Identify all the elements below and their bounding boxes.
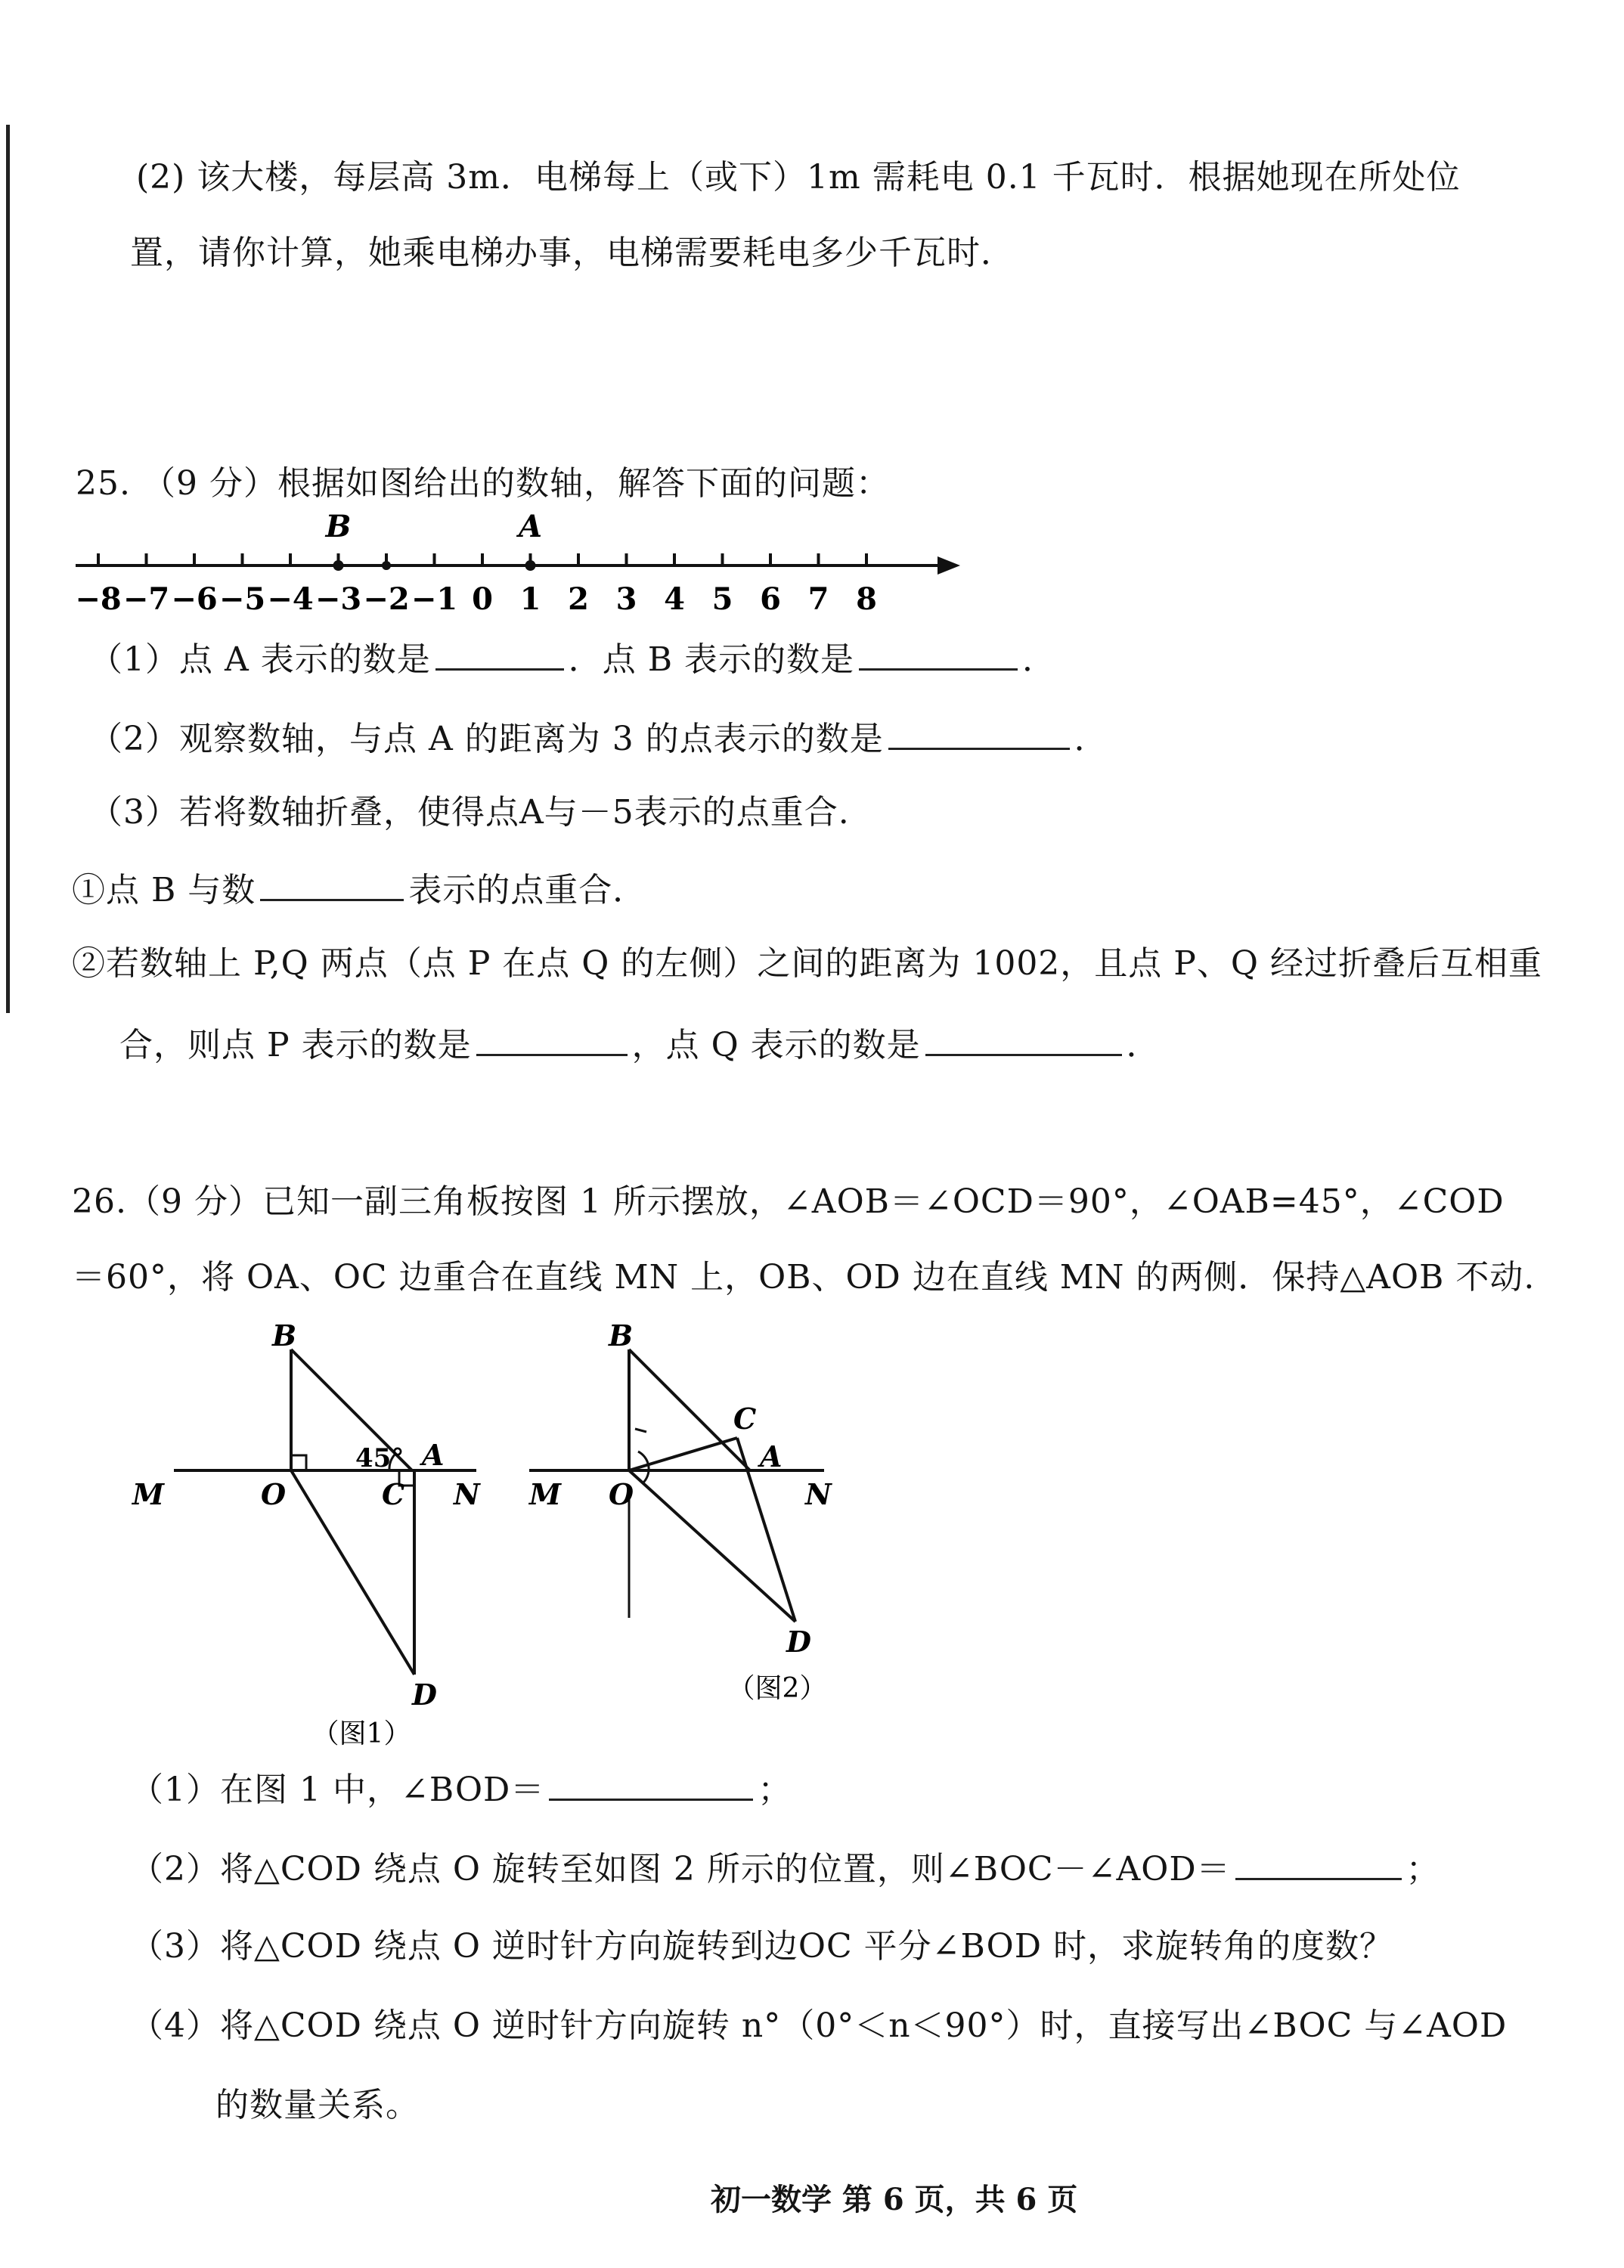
answer-blank-fold-b[interactable] bbox=[260, 866, 404, 901]
q25-part3-sub2-b: ，点 Q 表示的数是 bbox=[631, 1026, 921, 1064]
number-line-tick-label: 5 bbox=[711, 581, 733, 617]
answer-blank-point-b[interactable] bbox=[859, 635, 1018, 671]
q24-part2-line2: 置，请你计算，她乘电梯办事，电梯需要耗电多少千瓦时． bbox=[130, 234, 1015, 272]
q25-part3-sub1 bbox=[72, 866, 646, 913]
number-line-tick-labels bbox=[75, 581, 877, 617]
q25-part2-end: ． bbox=[1074, 720, 1108, 758]
number-line-tick-label: −3 bbox=[315, 581, 362, 617]
fig2-label-o: O bbox=[609, 1477, 634, 1511]
number-line-arrow bbox=[938, 556, 960, 575]
figure-1 bbox=[121, 1315, 514, 1754]
fig1-label-m: M bbox=[132, 1477, 165, 1511]
number-line-tick-label: −2 bbox=[363, 581, 410, 617]
q26-part4-line2: 的数量关系。 bbox=[215, 2086, 420, 2124]
q25-header: 25. （9 分）根据如图给出的数轴，解答下面的问题： bbox=[76, 464, 890, 503]
q26-part1-end: ； bbox=[758, 1771, 792, 1809]
number-line-tick-label: −5 bbox=[218, 581, 266, 617]
number-line-tick-label: 7 bbox=[807, 581, 829, 617]
fig2-segment-oc bbox=[629, 1438, 737, 1470]
q25-part2-text: （2）观察数轴，与点 A 的距离为 3 的点表示的数是 bbox=[89, 720, 884, 758]
point-a-dot bbox=[525, 560, 536, 571]
fig2-label-a: A bbox=[760, 1439, 783, 1473]
number-line-figure bbox=[68, 514, 975, 627]
q26-part4-line1: （4）将△COD 绕点 O 逆时针方向旋转 n°（0°＜n＜90°）时，直接写出∠BOC 与∠AOD bbox=[130, 2006, 1508, 2045]
number-line-tick-label: 3 bbox=[615, 581, 637, 617]
fig1-right-angle-o bbox=[291, 1455, 306, 1470]
fig1-label-b: B bbox=[272, 1318, 297, 1352]
q25-part3-sub2-line2 bbox=[119, 1021, 1161, 1068]
q25-part3-sub2-end: ． bbox=[1126, 1026, 1161, 1064]
number-line-tick-label: −6 bbox=[171, 581, 218, 617]
fig1-label-c: C bbox=[382, 1477, 405, 1511]
fig1-label-a: A bbox=[422, 1438, 445, 1472]
number-line-ticks bbox=[98, 553, 866, 565]
q26-part2-text: （2）将△COD 绕点 O 旋转至如图 2 所示的位置，则∠BOC－∠AOD＝ bbox=[130, 1850, 1231, 1888]
fig1-angle-label: 45° bbox=[355, 1443, 404, 1473]
q26-part1-text: （1）在图 1 中，∠BOD＝ bbox=[130, 1771, 545, 1809]
q25-part1-a-text: （1）点 A 表示的数是 bbox=[89, 640, 431, 679]
number-line-tick-label: 0 bbox=[472, 581, 493, 617]
number-line-tick-label: 2 bbox=[568, 581, 589, 617]
point-b-dot bbox=[333, 560, 344, 571]
point-a-label: A bbox=[518, 514, 543, 544]
fig2-label-m: M bbox=[529, 1477, 562, 1511]
q25-part1 bbox=[89, 635, 1056, 683]
tick-dot bbox=[382, 561, 391, 570]
answer-blank-boc-aod[interactable] bbox=[1235, 1845, 1402, 1880]
q25-part1-b-text: ．点 B 表示的数是 bbox=[568, 640, 855, 679]
q25-part1-end: ． bbox=[1022, 640, 1057, 679]
number-line-tick-label: −4 bbox=[267, 581, 314, 617]
figure-2 bbox=[514, 1315, 877, 1724]
q26-part2-end: ； bbox=[1406, 1850, 1440, 1888]
fig2-caption: （图2） bbox=[727, 1673, 827, 1704]
q26-header-line1: 26.（9 分）已知一副三角板按图 1 所示摆放，∠AOB＝∠OCD＝90°，∠OAB=45°，∠COD bbox=[72, 1182, 1505, 1221]
fig2-label-n: N bbox=[805, 1477, 832, 1511]
fig1-label-n: N bbox=[454, 1477, 480, 1511]
page-footer: 初一数学 第 6 页，共 6 页 bbox=[711, 2182, 1078, 2217]
fig1-label-o: O bbox=[261, 1477, 287, 1511]
number-line-tick-label: 8 bbox=[856, 581, 877, 617]
point-b-label: B bbox=[325, 514, 352, 544]
q24-part2-line1: (2) 该大楼，每层高 3m．电梯每上（或下）1m 需耗电 0.1 千瓦时．根据她现在所处位 bbox=[136, 158, 1461, 197]
number-line-tick-label: 4 bbox=[664, 581, 685, 617]
answer-blank-distance-3[interactable] bbox=[888, 714, 1070, 750]
q25-part3-sub2-line1: ②若数轴上 P,Q 两点（点 P 在点 Q 的左侧）之间的距离为 1002，且点 P、Q 经过折叠后互相重 bbox=[72, 944, 1542, 983]
fig1-label-d: D bbox=[412, 1678, 437, 1712]
q25-part3-sub2-a: 合，则点 P 表示的数是 bbox=[119, 1026, 472, 1064]
q26-part3: （3）将△COD 绕点 O 逆时针方向旋转到边OC 平分∠BOD 时，求旋转角的度数？ bbox=[130, 1927, 1393, 1966]
answer-blank-point-p[interactable] bbox=[476, 1021, 628, 1056]
number-line-tick-label: 1 bbox=[519, 581, 541, 617]
q25-part3-sub1-b: 表示的点重合． bbox=[408, 871, 647, 909]
answer-blank-point-q[interactable] bbox=[925, 1021, 1122, 1056]
fig2-label-c: C bbox=[733, 1402, 757, 1436]
q26-header-line2: ＝60°，将 OA、OC 边重合在直线 MN 上，OB、OD 边在直线 MN 的两侧．保持△AOB 不动. bbox=[72, 1258, 1536, 1297]
q25-part2 bbox=[89, 714, 1108, 762]
number-line-tick-label: −1 bbox=[411, 581, 458, 617]
answer-blank-point-a[interactable] bbox=[435, 635, 564, 671]
fig2-label-d: D bbox=[786, 1625, 811, 1659]
fig2-tick-mark bbox=[635, 1429, 646, 1432]
q26-part2 bbox=[130, 1845, 1440, 1892]
number-line-tick-label: −8 bbox=[75, 581, 122, 617]
fig2-label-b: B bbox=[609, 1318, 634, 1352]
q25-part3: （3）若将数轴折叠，使得点A与－5表示的点重合. bbox=[89, 793, 850, 832]
number-line-tick-label: 6 bbox=[760, 581, 781, 617]
fig1-caption: （图1） bbox=[311, 1718, 411, 1749]
number-line-tick-label: −7 bbox=[122, 581, 170, 617]
q26-part1 bbox=[130, 1765, 792, 1813]
q25-part3-sub1-a: ①点 B 与数 bbox=[72, 871, 256, 909]
answer-blank-bod[interactable] bbox=[549, 1765, 753, 1801]
binding-margin-line bbox=[6, 125, 10, 1013]
